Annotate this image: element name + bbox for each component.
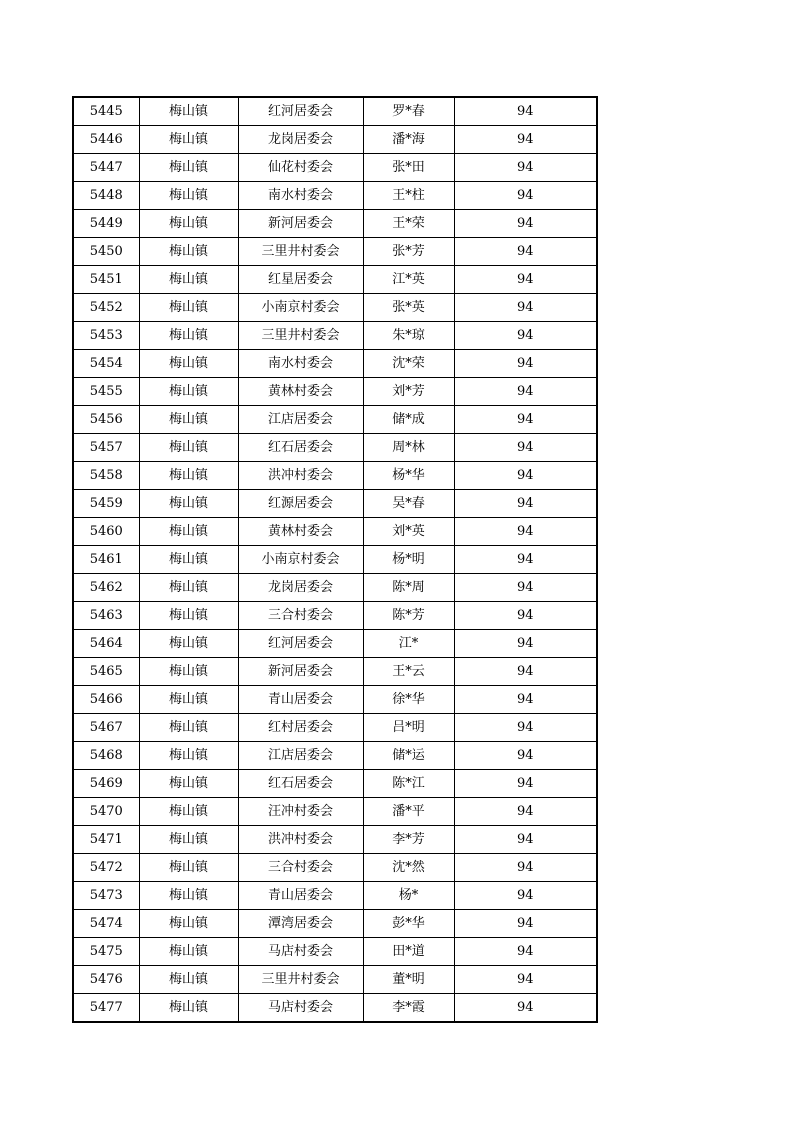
town-cell: 梅山镇	[139, 350, 238, 378]
table-row	[73, 798, 597, 826]
table-row	[73, 266, 597, 294]
score-cell: 94	[454, 854, 597, 882]
score-cell: 94	[454, 770, 597, 798]
committee-cell: 龙岗居委会	[238, 126, 363, 154]
row-number-cell: 5459	[73, 490, 139, 518]
row-number-cell: 5450	[73, 238, 139, 266]
town-cell: 梅山镇	[139, 518, 238, 546]
row-number-cell: 5449	[73, 210, 139, 238]
committee-cell: 红星居委会	[238, 266, 363, 294]
name-cell: 吕*明	[363, 714, 454, 742]
score-cell: 94	[454, 210, 597, 238]
table-row	[73, 322, 597, 350]
table-row	[73, 350, 597, 378]
row-number-cell: 5451	[73, 266, 139, 294]
name-cell: 刘*芳	[363, 378, 454, 406]
town-cell: 梅山镇	[139, 266, 238, 294]
name-cell: 张*英	[363, 294, 454, 322]
score-cell: 94	[454, 490, 597, 518]
row-number-cell: 5456	[73, 406, 139, 434]
table-row	[73, 518, 597, 546]
row-number-cell: 5465	[73, 658, 139, 686]
row-number-cell: 5476	[73, 966, 139, 994]
name-cell: 江*英	[363, 266, 454, 294]
row-number-cell: 5473	[73, 882, 139, 910]
town-cell: 梅山镇	[139, 406, 238, 434]
name-cell: 董*明	[363, 966, 454, 994]
row-number-cell: 5470	[73, 798, 139, 826]
table-row	[73, 238, 597, 266]
score-cell: 94	[454, 938, 597, 966]
row-number-cell: 5445	[73, 97, 139, 126]
score-cell: 94	[454, 350, 597, 378]
committee-cell: 黄林村委会	[238, 378, 363, 406]
score-cell: 94	[454, 714, 597, 742]
town-cell: 梅山镇	[139, 938, 238, 966]
town-cell: 梅山镇	[139, 826, 238, 854]
score-cell: 94	[454, 966, 597, 994]
row-number-cell: 5458	[73, 462, 139, 490]
row-number-cell: 5463	[73, 602, 139, 630]
committee-cell: 小南京村委会	[238, 546, 363, 574]
table-row	[73, 574, 597, 602]
row-number-cell: 5475	[73, 938, 139, 966]
score-cell: 94	[454, 182, 597, 210]
row-number-cell: 5460	[73, 518, 139, 546]
score-cell: 94	[454, 378, 597, 406]
name-cell: 徐*华	[363, 686, 454, 714]
score-cell: 94	[454, 546, 597, 574]
score-cell: 94	[454, 994, 597, 1023]
row-number-cell: 5455	[73, 378, 139, 406]
committee-cell: 仙花村委会	[238, 154, 363, 182]
name-cell: 潘*海	[363, 126, 454, 154]
name-cell: 陈*芳	[363, 602, 454, 630]
town-cell: 梅山镇	[139, 126, 238, 154]
committee-cell: 潭湾居委会	[238, 910, 363, 938]
table-row	[73, 378, 597, 406]
row-number-cell: 5453	[73, 322, 139, 350]
row-number-cell: 5462	[73, 574, 139, 602]
committee-cell: 黄林村委会	[238, 518, 363, 546]
table-row	[73, 126, 597, 154]
town-cell: 梅山镇	[139, 798, 238, 826]
name-cell: 张*田	[363, 154, 454, 182]
name-cell: 储*运	[363, 742, 454, 770]
committee-cell: 红石居委会	[238, 770, 363, 798]
row-number-cell: 5447	[73, 154, 139, 182]
name-cell: 王*云	[363, 658, 454, 686]
committee-cell: 汪冲村委会	[238, 798, 363, 826]
town-cell: 梅山镇	[139, 294, 238, 322]
name-cell: 李*芳	[363, 826, 454, 854]
committee-cell: 江店居委会	[238, 406, 363, 434]
town-cell: 梅山镇	[139, 546, 238, 574]
town-cell: 梅山镇	[139, 210, 238, 238]
committee-cell: 南水村委会	[238, 350, 363, 378]
town-cell: 梅山镇	[139, 714, 238, 742]
town-cell: 梅山镇	[139, 97, 238, 126]
table-row	[73, 434, 597, 462]
town-cell: 梅山镇	[139, 238, 238, 266]
committee-cell: 青山居委会	[238, 686, 363, 714]
committee-cell: 新河居委会	[238, 658, 363, 686]
table-row	[73, 910, 597, 938]
score-cell: 94	[454, 882, 597, 910]
score-cell: 94	[454, 910, 597, 938]
row-number-cell: 5466	[73, 686, 139, 714]
table-row	[73, 294, 597, 322]
table-row	[73, 462, 597, 490]
town-cell: 梅山镇	[139, 882, 238, 910]
town-cell: 梅山镇	[139, 490, 238, 518]
committee-cell: 三里井村委会	[238, 966, 363, 994]
table-row	[73, 938, 597, 966]
committee-cell: 红石居委会	[238, 434, 363, 462]
committee-cell: 洪冲村委会	[238, 826, 363, 854]
row-number-cell: 5468	[73, 742, 139, 770]
table-row	[73, 602, 597, 630]
name-cell: 吴*春	[363, 490, 454, 518]
row-number-cell: 5464	[73, 630, 139, 658]
table-row	[73, 97, 597, 126]
row-number-cell: 5461	[73, 546, 139, 574]
name-cell: 储*成	[363, 406, 454, 434]
committee-cell: 红河居委会	[238, 630, 363, 658]
town-cell: 梅山镇	[139, 910, 238, 938]
score-cell: 94	[454, 462, 597, 490]
table-row	[73, 686, 597, 714]
town-cell: 梅山镇	[139, 770, 238, 798]
row-number-cell: 5471	[73, 826, 139, 854]
town-cell: 梅山镇	[139, 686, 238, 714]
committee-cell: 江店居委会	[238, 742, 363, 770]
table-row	[73, 994, 597, 1023]
name-cell: 刘*英	[363, 518, 454, 546]
name-cell: 沈*然	[363, 854, 454, 882]
score-cell: 94	[454, 126, 597, 154]
score-cell: 94	[454, 434, 597, 462]
score-cell: 94	[454, 406, 597, 434]
committee-cell: 红村居委会	[238, 714, 363, 742]
score-cell: 94	[454, 518, 597, 546]
roster-table-body	[73, 97, 597, 1022]
committee-cell: 三里井村委会	[238, 322, 363, 350]
town-cell: 梅山镇	[139, 966, 238, 994]
town-cell: 梅山镇	[139, 742, 238, 770]
committee-cell: 青山居委会	[238, 882, 363, 910]
score-cell: 94	[454, 97, 597, 126]
table-row	[73, 546, 597, 574]
table-row	[73, 406, 597, 434]
table-row	[73, 770, 597, 798]
name-cell: 罗*春	[363, 97, 454, 126]
score-cell: 94	[454, 826, 597, 854]
name-cell: 江*	[363, 630, 454, 658]
committee-cell: 新河居委会	[238, 210, 363, 238]
score-cell: 94	[454, 238, 597, 266]
score-cell: 94	[454, 294, 597, 322]
committee-cell: 洪冲村委会	[238, 462, 363, 490]
town-cell: 梅山镇	[139, 154, 238, 182]
committee-cell: 红源居委会	[238, 490, 363, 518]
town-cell: 梅山镇	[139, 994, 238, 1023]
row-number-cell: 5469	[73, 770, 139, 798]
row-number-cell: 5454	[73, 350, 139, 378]
town-cell: 梅山镇	[139, 630, 238, 658]
score-cell: 94	[454, 266, 597, 294]
name-cell: 陈*周	[363, 574, 454, 602]
town-cell: 梅山镇	[139, 658, 238, 686]
town-cell: 梅山镇	[139, 602, 238, 630]
table-row	[73, 630, 597, 658]
name-cell: 彭*华	[363, 910, 454, 938]
row-number-cell: 5474	[73, 910, 139, 938]
row-number-cell: 5448	[73, 182, 139, 210]
table-row	[73, 490, 597, 518]
score-cell: 94	[454, 574, 597, 602]
table-row	[73, 714, 597, 742]
roster-table	[72, 96, 598, 1023]
town-cell: 梅山镇	[139, 854, 238, 882]
table-row	[73, 210, 597, 238]
row-number-cell: 5457	[73, 434, 139, 462]
score-cell: 94	[454, 798, 597, 826]
table-row	[73, 182, 597, 210]
score-cell: 94	[454, 322, 597, 350]
name-cell: 田*道	[363, 938, 454, 966]
name-cell: 周*林	[363, 434, 454, 462]
committee-cell: 三合村委会	[238, 602, 363, 630]
committee-cell: 马店村委会	[238, 994, 363, 1023]
committee-cell: 南水村委会	[238, 182, 363, 210]
table-row	[73, 966, 597, 994]
name-cell: 李*霞	[363, 994, 454, 1023]
committee-cell: 三里井村委会	[238, 238, 363, 266]
committee-cell: 三合村委会	[238, 854, 363, 882]
name-cell: 杨*华	[363, 462, 454, 490]
row-number-cell: 5472	[73, 854, 139, 882]
name-cell: 张*芳	[363, 238, 454, 266]
name-cell: 王*柱	[363, 182, 454, 210]
committee-cell: 马店村委会	[238, 938, 363, 966]
score-cell: 94	[454, 602, 597, 630]
name-cell: 王*荣	[363, 210, 454, 238]
table-row	[73, 854, 597, 882]
town-cell: 梅山镇	[139, 462, 238, 490]
name-cell: 杨*明	[363, 546, 454, 574]
committee-cell: 红河居委会	[238, 97, 363, 126]
town-cell: 梅山镇	[139, 378, 238, 406]
name-cell: 朱*琼	[363, 322, 454, 350]
name-cell: 潘*平	[363, 798, 454, 826]
score-cell: 94	[454, 154, 597, 182]
town-cell: 梅山镇	[139, 322, 238, 350]
score-cell: 94	[454, 742, 597, 770]
table-row	[73, 154, 597, 182]
table-row	[73, 826, 597, 854]
name-cell: 沈*荣	[363, 350, 454, 378]
town-cell: 梅山镇	[139, 434, 238, 462]
row-number-cell: 5467	[73, 714, 139, 742]
table-row	[73, 658, 597, 686]
score-cell: 94	[454, 658, 597, 686]
score-cell: 94	[454, 630, 597, 658]
committee-cell: 龙岗居委会	[238, 574, 363, 602]
name-cell: 杨*	[363, 882, 454, 910]
row-number-cell: 5477	[73, 994, 139, 1023]
score-cell: 94	[454, 686, 597, 714]
name-cell: 陈*江	[363, 770, 454, 798]
table-row	[73, 882, 597, 910]
town-cell: 梅山镇	[139, 182, 238, 210]
town-cell: 梅山镇	[139, 574, 238, 602]
table-row	[73, 742, 597, 770]
row-number-cell: 5452	[73, 294, 139, 322]
row-number-cell: 5446	[73, 126, 139, 154]
committee-cell: 小南京村委会	[238, 294, 363, 322]
